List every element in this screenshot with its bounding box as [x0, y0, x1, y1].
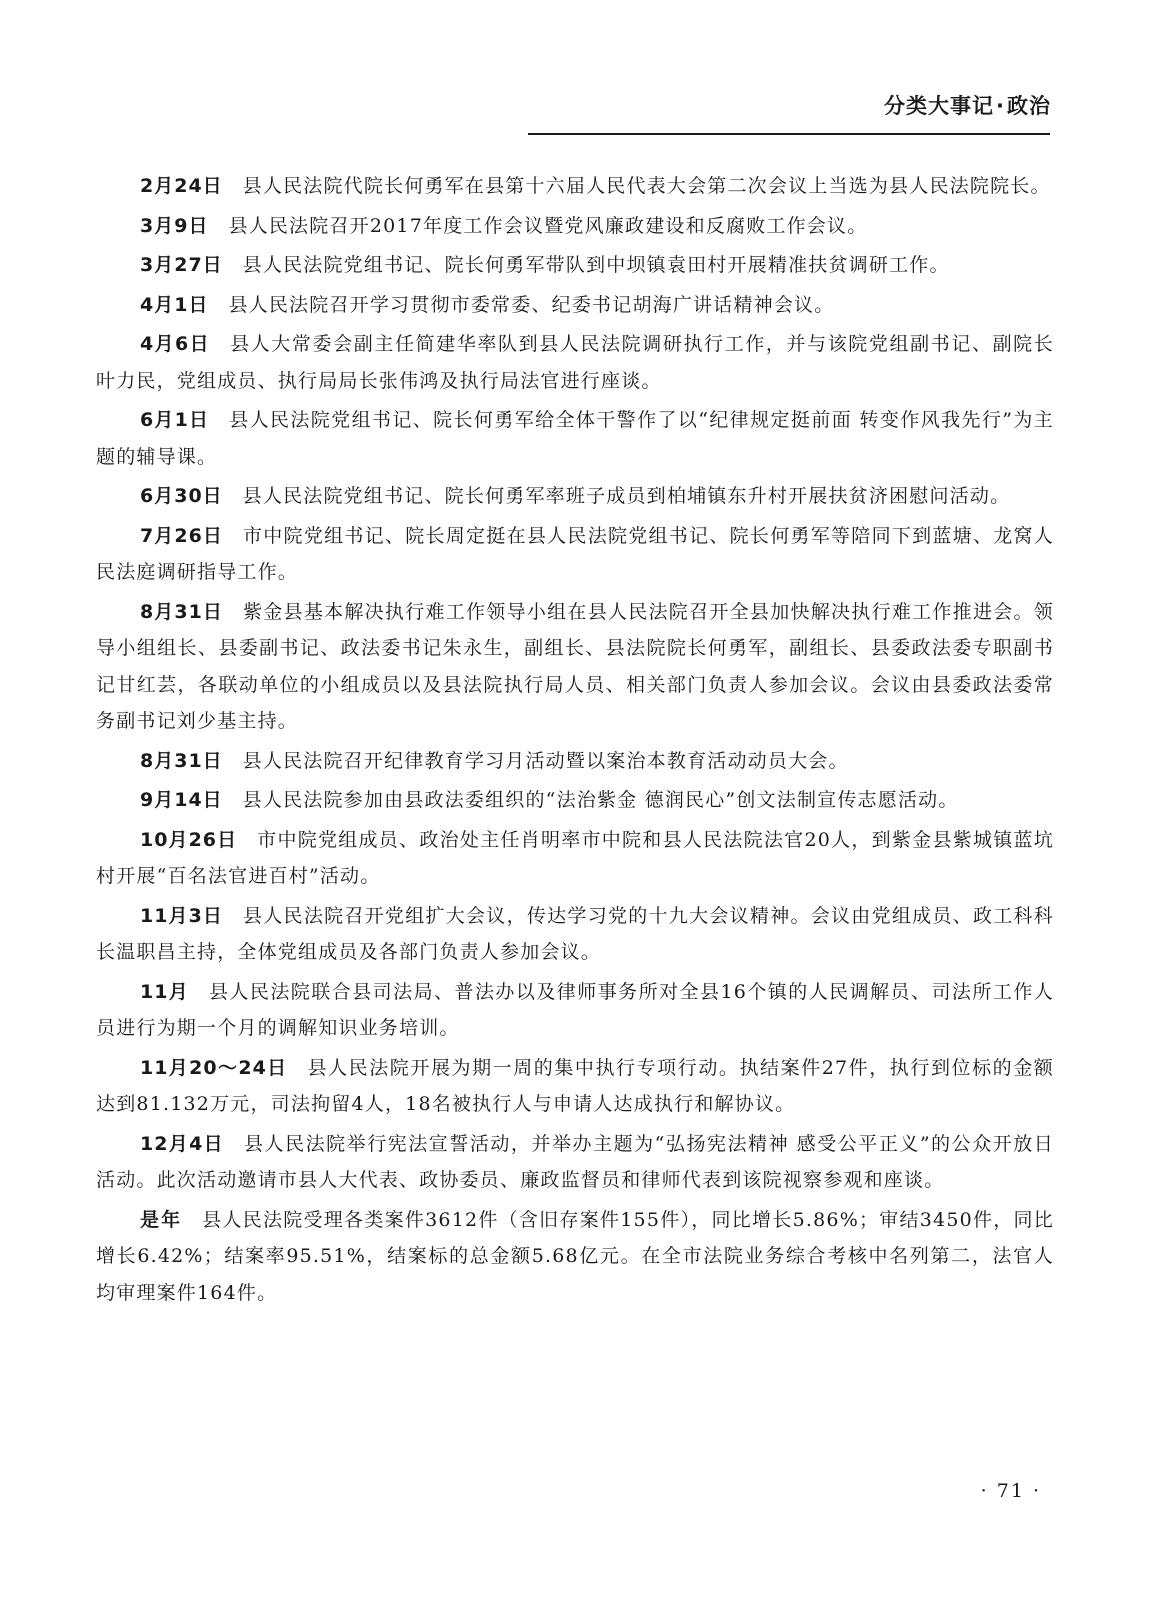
entry-text: 县人民法院举行宪法宣誓活动，并举办主题为“弘扬宪法精神 感受公平正义”的公众开放日活动。此次活动邀请市县人大代表、政协委员、廉政监督员和律师代表到该院视察参观和座谈。: [96, 1132, 1054, 1191]
entry-date: 11月: [140, 980, 189, 1003]
entry-3: [96, 247, 1054, 284]
entry-date: 11月3日: [140, 904, 223, 927]
entry-date: 7月26日: [140, 524, 223, 547]
entry-15: [96, 1050, 1054, 1123]
entry-date: 6月1日: [140, 409, 210, 431]
header-section: 分类大事记: [884, 94, 995, 118]
header-subsection: 政治: [1007, 94, 1051, 118]
entry-14: [96, 974, 1054, 1047]
header-separator: ·: [996, 94, 1005, 118]
header-rule: [528, 133, 1050, 135]
entry-2: [96, 208, 1054, 245]
entry-date: 2月24日: [140, 175, 223, 197]
entry-5: [96, 326, 1054, 399]
entry-date: 8月31日: [140, 600, 223, 623]
running-header: [884, 90, 1051, 120]
entry-date: 11月20～24日: [140, 1056, 288, 1079]
page-number: · 71 ·: [980, 1480, 1041, 1502]
entry-11: [96, 782, 1054, 819]
entry-text: 县人民法院召开纪律教育学习月活动暨以案治本教育活动动员大会。: [242, 749, 849, 772]
entry-text: 县人民法院党组书记、院长何勇军带队到中坝镇袁田村开展精准扶贫调研工作。: [242, 254, 950, 276]
year-summary: [96, 1202, 1054, 1312]
entry-date: 3月27日: [140, 254, 223, 276]
entry-7: [96, 478, 1054, 515]
entry-date: 12月4日: [140, 1132, 224, 1155]
entry-text: 市中院党组成员、政治处主任肖明率市中院和县人民法院法官20人，到紫金县紫城镇蓝坑村开展“百名法官进百村”活动。: [96, 828, 1054, 887]
chronicle-body: [96, 168, 1054, 1314]
entry-text: 县人民法院召开2017年度工作会议暨党风廉政建设和反腐败工作会议。: [228, 214, 868, 237]
entry-6: [96, 402, 1054, 475]
entry-text: 县人民法院参加由县政法委组织的“法治紫金 德润民心”创文法制宣传志愿活动。: [242, 789, 959, 811]
summary-text: 县人民法院受理各类案件3612件（含旧存案件155件），同比增长5.86%；审结3450件，同比增长6.42%；结案率95.51%，结案标的总金额5.68亿元。在全市法院业务综合考核中名列第二，法官人均审理案件164件。: [96, 1208, 1054, 1304]
entry-text: 县人民法院联合县司法局、普法办以及律师事务所对全县16个镇的人民调解员、司法所工作人员进行为期一个月的调解知识业务培训。: [96, 980, 1054, 1039]
entry-text: 县人民法院代院长何勇军在县第十六届人民代表大会第二次会议上当选为县人民法院院长。: [242, 175, 1051, 197]
entry-16: [96, 1126, 1054, 1199]
entry-text: 县人民法院召开党组扩大会议，传达学习党的十九大会议精神。会议由党组成员、政工科科长温职昌主持，全体党组成员及各部门负责人参加会议。: [96, 904, 1054, 963]
entry-date: 4月1日: [140, 293, 209, 316]
summary-label: 是年: [140, 1208, 183, 1231]
entry-1: [96, 168, 1054, 205]
entry-4: [96, 287, 1054, 324]
entry-13: [96, 898, 1054, 971]
entry-date: 8月31日: [140, 749, 223, 772]
entry-8: [96, 518, 1054, 591]
entry-text: 县人民法院党组书记、院长何勇军率班子成员到柏埔镇东升村开展扶贫济困慰问活动。: [242, 485, 1011, 507]
entry-date: 6月30日: [140, 485, 223, 507]
entry-12: [96, 822, 1054, 895]
entry-date: 3月9日: [140, 214, 209, 237]
entry-text: 县人民法院召开学习贯彻市委常委、纪委书记胡海广讲话精神会议。: [228, 293, 835, 316]
entry-date: 4月6日: [140, 333, 211, 355]
entry-text: 县人大常委会副主任简建华率队到县人民法院调研执行工作，并与该院党组副书记、副院长叶力民，党组成员、执行局局长张伟鸿及执行局法官进行座谈。: [96, 333, 1054, 392]
entry-text: 县人民法院开展为期一周的集中执行专项行动。执结案件27件，执行到位标的金额达到81.132万元，司法拘留4人，18名被执行人与申请人达成执行和解协议。: [96, 1056, 1054, 1115]
entry-date: 9月14日: [140, 789, 223, 811]
entry-text: 市中院党组书记、院长周定挺在县人民法院党组书记、院长何勇军等陪同下到蓝塘、龙窝人民法庭调研指导工作。: [96, 524, 1054, 583]
entry-10: [96, 743, 1054, 780]
entry-text: 紫金县基本解决执行难工作领导小组在县人民法院召开全县加快解决执行难工作推进会。领导小组组长、县委副书记、政法委书记朱永生，副组长、县法院院长何勇军，副组长、县委政法委专职副书记甘红芸，各联动单位的小组成员以及县法院执行局人员、相关部门负责人参加会议。会议由县委政法委常务副书记刘少基主持。: [96, 600, 1054, 732]
entry-date: 10月26日: [140, 828, 238, 851]
entry-9: [96, 594, 1054, 740]
entry-text: 县人民法院党组书记、院长何勇军给全体干警作了以“纪律规定挺前面 转变作风我先行”为主题的辅导课。: [96, 409, 1054, 468]
